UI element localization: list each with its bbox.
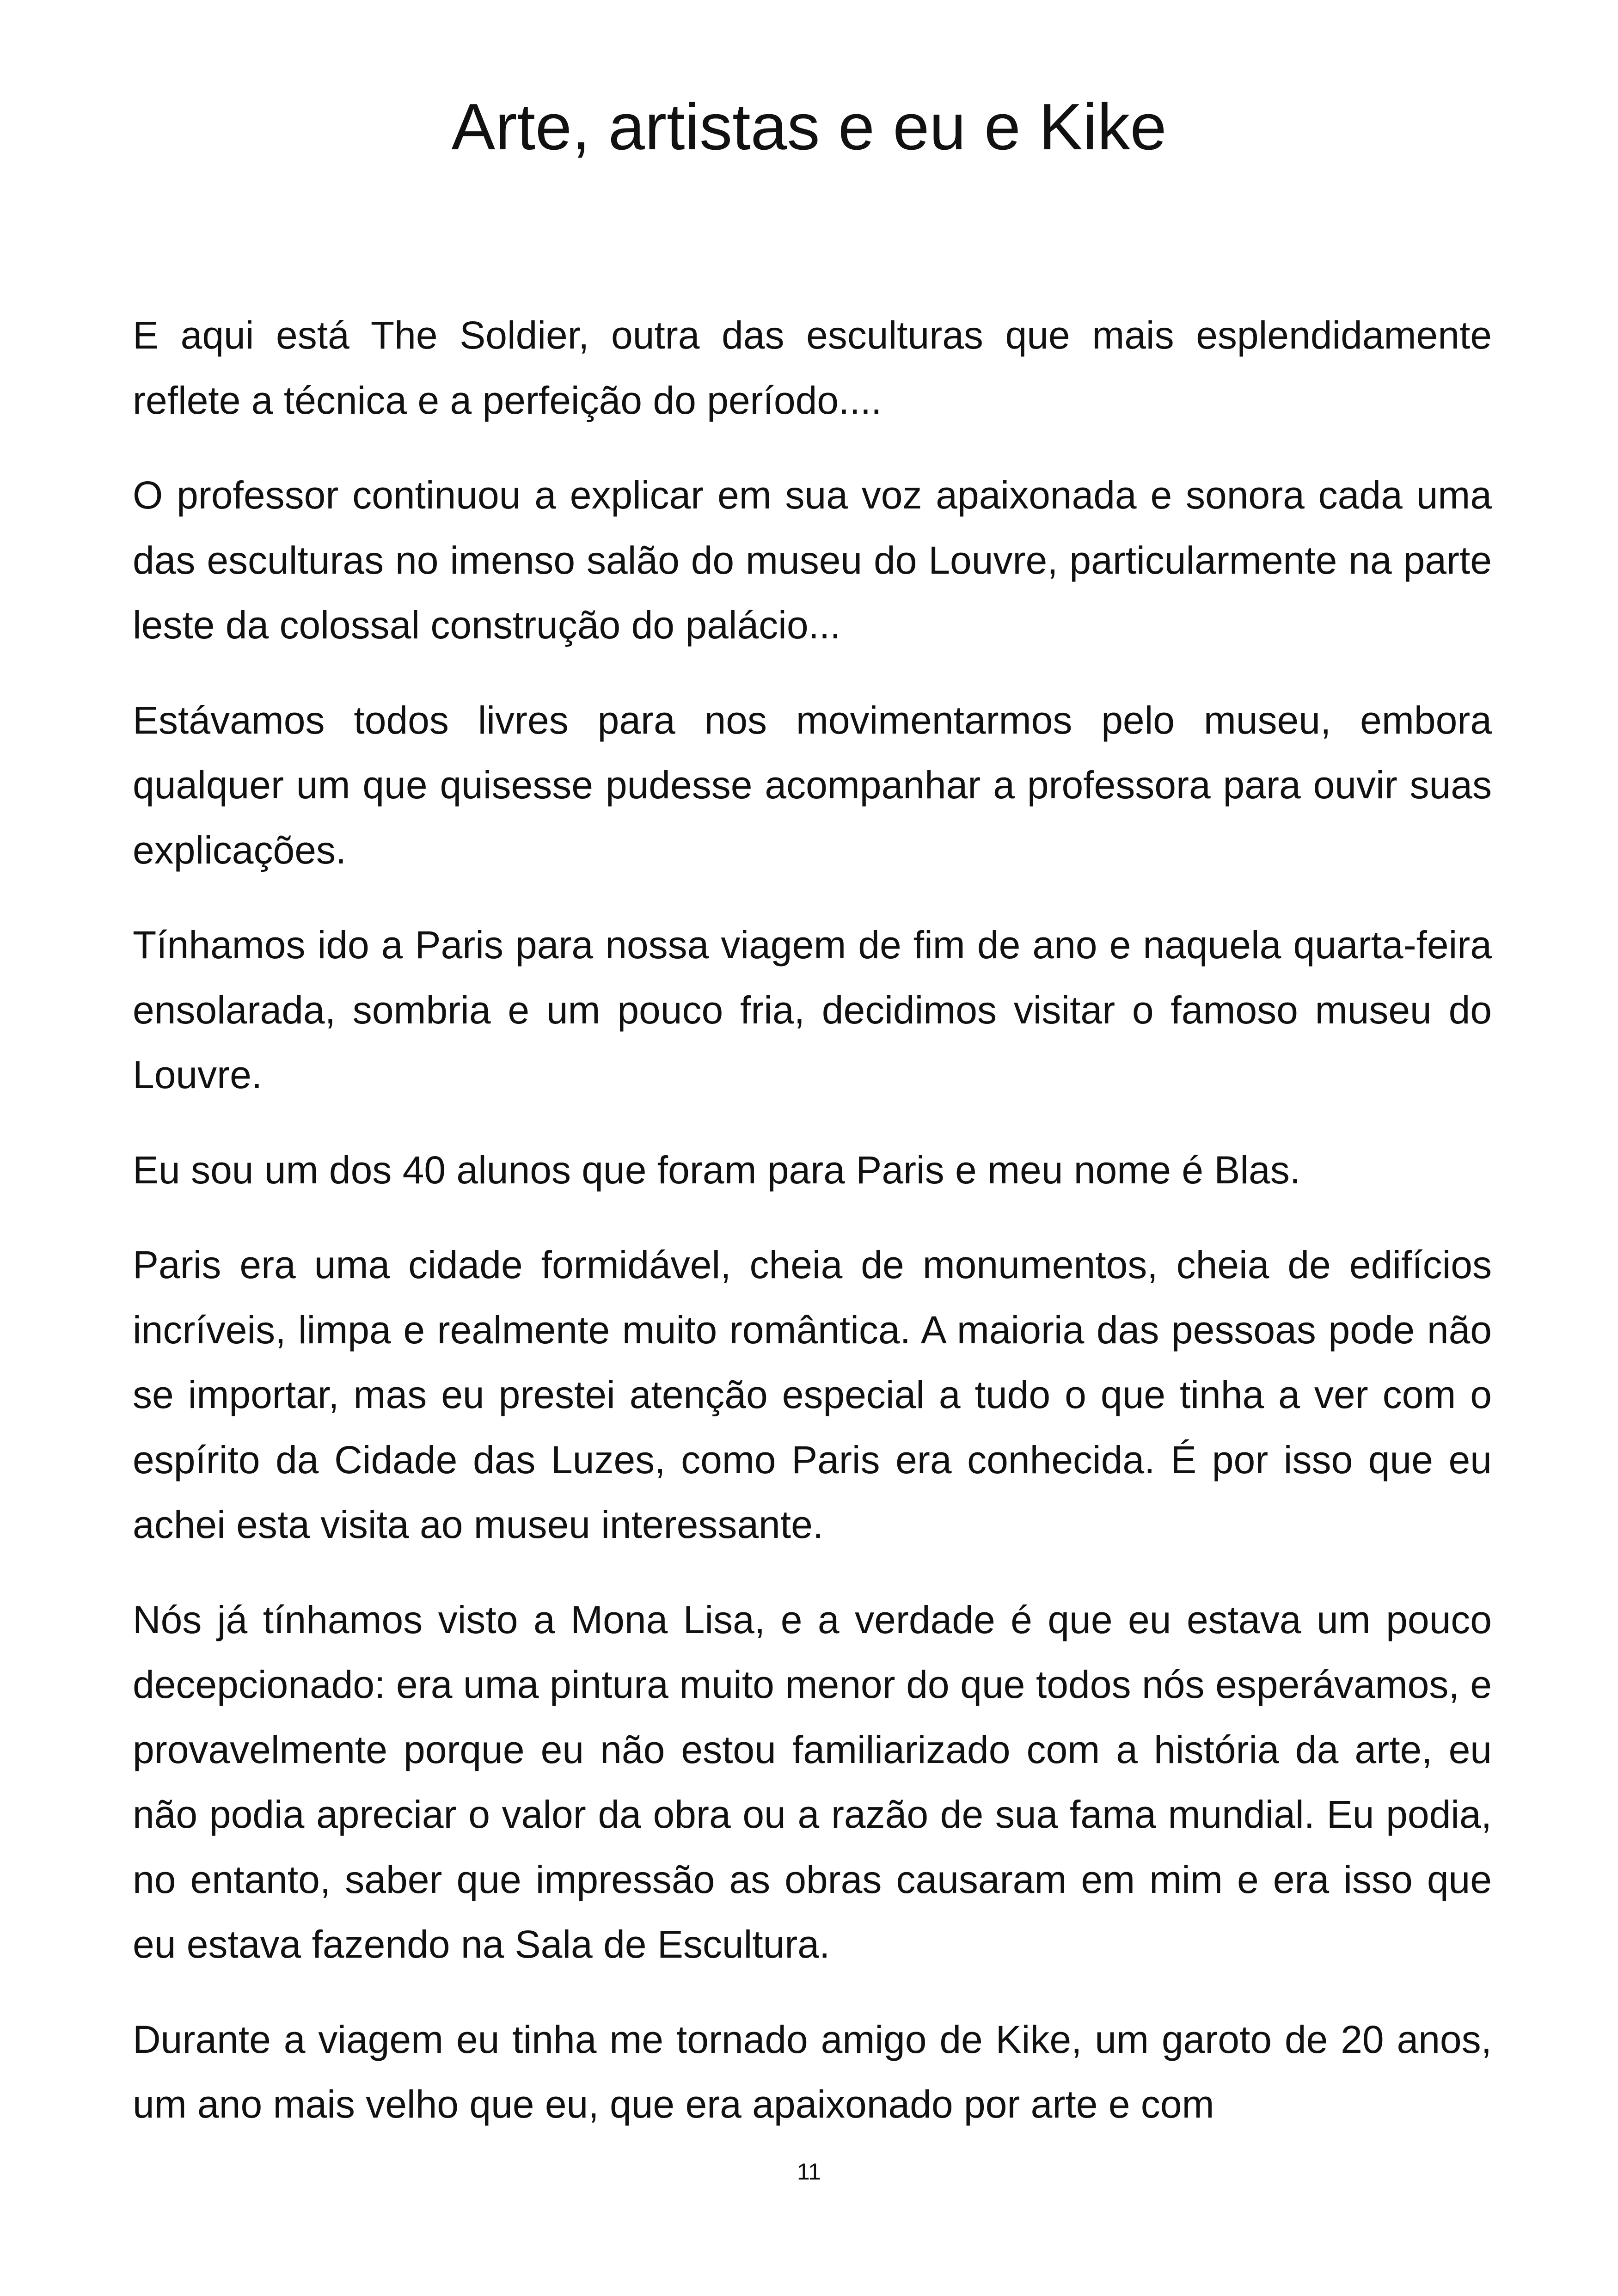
page-title: Arte, artistas e eu e Kike	[451, 90, 1167, 164]
paragraph-7: Nós já tínhamos visto a Mona Lisa, e a verdade é que eu estava um pouco decepcionado: era uma pintura muito menor do que todos nós esperávamos, e provavelmente porque eu não estou familiarizado com a história da arte, eu não podia apreciar o valor da obra ou a razão de sua fama mundial. Eu podia, no entanto, saber que impressão as obras causaram em mim e era isso que eu estava fazendo na Sala de Escultura.	[133, 1598, 1492, 1966]
body-text	[133, 303, 1492, 2167]
paragraph-2: O professor continuou a explicar em sua voz apaixonada e sonora cada uma das esculturas no imenso salão do museu do Louvre, particularmente na parte leste da colossal construção do palácio...	[133, 473, 1492, 647]
paragraph-8: Durante a viagem eu tinha me tornado amigo de Kike, um garoto de 20 anos, um ano mais velho que eu, que era apaixonado por arte e com	[133, 2017, 1492, 2126]
page-number: 11	[797, 2159, 821, 2185]
paragraph-3: Estávamos todos livres para nos movimentarmos pelo museu, embora qualquer um que quisesse pudesse acompanhar a professora para ouvir suas explicações.	[133, 698, 1492, 872]
paragraph-5: Eu sou um dos 40 alunos que foram para Paris e meu nome é Blas.	[133, 1148, 1301, 1192]
paragraph-6: Paris era uma cidade formidável, cheia de monumentos, cheia de edifícios incríveis, limpa e realmente muito romântica. A maioria das pessoas pode não se importar, mas eu prestei atenção especial a tudo o que tinha a ver com o espírito da Cidade das Luzes, como Paris era conhecida. É por isso que eu achei esta visita ao museu interessante.	[133, 1243, 1492, 1546]
paragraph-4: Tínhamos ido a Paris para nossa viagem de fim de ano e naquela quarta-feira ensolarada, sombria e um pouco fria, decidimos visitar o famoso museu do Louvre.	[133, 923, 1492, 1096]
paragraph-1: E aqui está The Soldier, outra das esculturas que mais esplendidamente reflete a técnica e a perfeição do período....	[133, 313, 1492, 422]
